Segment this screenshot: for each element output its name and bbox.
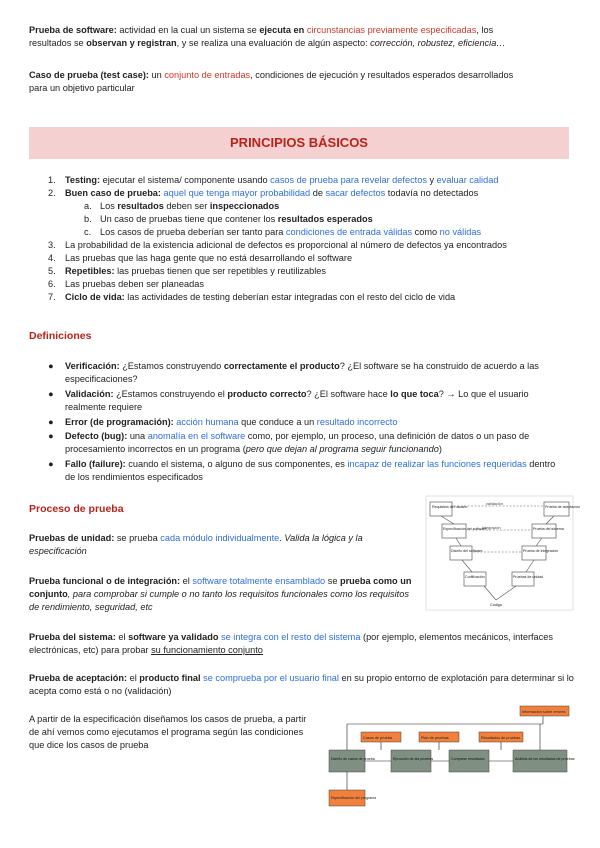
principles-banner: [29, 127, 569, 159]
v-model-diagram: [426, 496, 580, 610]
vmodel-codif-label: Codificación: [465, 575, 485, 579]
flow-bottom-label: Especificación del programa: [331, 796, 377, 800]
definition-defect: ● Defecto (bug): una anomalía en el software como, por ejemplo, un proceso, una definición de datos o un paso de procesamiento incorrectos en un programa (pero que dejan al programa seguir funcionando): [48, 431, 530, 454]
vmodel-design-label: Diseño del software: [451, 549, 483, 553]
process-unit: Pruebas de unidad: se prueba cada módulo individualmente. Valida la lógica y la especificación: [29, 533, 363, 556]
process-system: Prueba del sistema: el software ya validado se integra con el resto del sistema (por ejemplo, elementos mecánicos, interfaces electrónicas, etc) para probar su funcionamiento conjunto: [29, 632, 553, 655]
flow-right-label: Análisis de los resultados de pruebas: [515, 757, 575, 761]
vmodel-code-label: Código: [490, 603, 503, 607]
principle-subitem: c. Los casos de prueba deberían ser tanto para condiciones de entrada válidas como no válidas: [84, 227, 482, 237]
principle-subitem: b. Un caso de pruebas tiene que contener los resultados esperados: [84, 214, 373, 224]
principle-subitem: a. Los resultados deben ser inspeccionados: [84, 201, 280, 211]
principle-item: 3. La probabilidad de la existencia adicional de defectos es proporcional al número de defectos ya encontrados: [48, 240, 507, 250]
vmodel-int-label: Prueba de integración: [523, 549, 559, 553]
principles-title: PRINCIPIOS BÁSICOS: [230, 135, 368, 150]
definition-failure: ● Fallo (failure): cuando el sistema, o alguno de sus componentes, es incapaz de realizar las funciones requeridas dentro de los rendimientos especificados: [48, 459, 556, 482]
definition-error: ● Error (de programación): acción humana que conduce a un resultado incorrecto: [48, 417, 398, 427]
flow-top-right-label: Información sobre errores: [522, 710, 566, 714]
flow-mid2-label: Comparar resultados: [451, 757, 485, 761]
principle-item: 5. Repetibles: las pruebas tienen que ser repetibles y reutilizables: [48, 266, 326, 276]
vmodel-unit-label: Pruebas de unidad: [513, 575, 544, 579]
flow-box1-label: Casos de prueba: [363, 736, 392, 740]
process-integration: Prueba funcional o de integración: el software totalmente ensamblado se prueba como un conjunto, para comprobar si cumple o no tanto los requisitos funcionales como los requisitos de rendimiento, seguridad, etc: [29, 576, 412, 612]
intro-test-case: Caso de prueba (test case): un conjunto de entradas, condiciones de ejecución y resultados esperados desarrollados para un objetivo particular: [29, 70, 514, 93]
vmodel-integration-label: integración: [482, 526, 501, 530]
vmodel-spec-label: Especificación del software: [443, 527, 487, 531]
definition-verification: ● Verificación: ¿Estamos construyendo correctamente el producto? ¿El software se ha construido de acuerdo a las especificaciones?: [48, 361, 539, 384]
vmodel-sys-label: Prueba del sistema: [533, 527, 564, 531]
flow-box3-label: Resultados de pruebas: [481, 736, 521, 740]
test-flow-diagram: [325, 706, 575, 810]
vmodel-acc-label: Prueba de aceptación: [545, 505, 580, 509]
vmodel-req-label: Requisitos del usuario: [432, 505, 468, 509]
process-heading: Proceso de prueba: [29, 503, 124, 515]
definitions-heading: Definiciones: [29, 330, 92, 342]
flow-mid-label: Ejecución de las pruebas: [393, 757, 434, 761]
flow-box2-label: Plan de pruebas: [421, 736, 449, 740]
principle-item: 1. Testing: ejecutar el sistema/ componente usando casos de prueba para revelar defectos y evaluar calidad: [48, 175, 499, 185]
principle-item: 4. Las pruebas que las haga gente que no está desarrollando el software: [48, 253, 353, 263]
principle-item: 6. Las pruebas deben ser planeadas: [48, 279, 204, 289]
definition-validation: ● Validación: ¿Estamos construyendo el producto correcto? ¿El software hace lo que toca? → Lo que el usuario realmente requiere: [48, 389, 529, 412]
flow-left-label: Diseño de casos de prueba: [331, 757, 375, 761]
process-closing: A partir de la especificación diseñamos los casos de prueba, a partir de ahí vemos como ejecutamos el programa según las condiciones que dice los casos de prueba: [29, 714, 307, 750]
vmodel-validation-label: validación: [486, 502, 503, 506]
principle-item: 2. Buen caso de prueba: aquel que tenga mayor probabilidad de sacar defectos todavía no detectados: [48, 188, 479, 198]
intro-software-test: Prueba de software: actividad en la cual un sistema se ejecuta en circunstancias previamente especificadas, los resultados se observan y registran, y se realiza una evaluación de algún aspecto: corrección, robustez, eficiencia…: [29, 25, 506, 48]
process-acceptance: Prueba de aceptación: el producto final se comprueba por el usuario final en su propio entorno de explotación para determinar si lo acepta como está o no (validación): [29, 673, 574, 696]
principle-item: 7. Ciclo de vida: las actividades de testing deberían estar integradas con el resto del ciclo de vida: [48, 292, 456, 302]
